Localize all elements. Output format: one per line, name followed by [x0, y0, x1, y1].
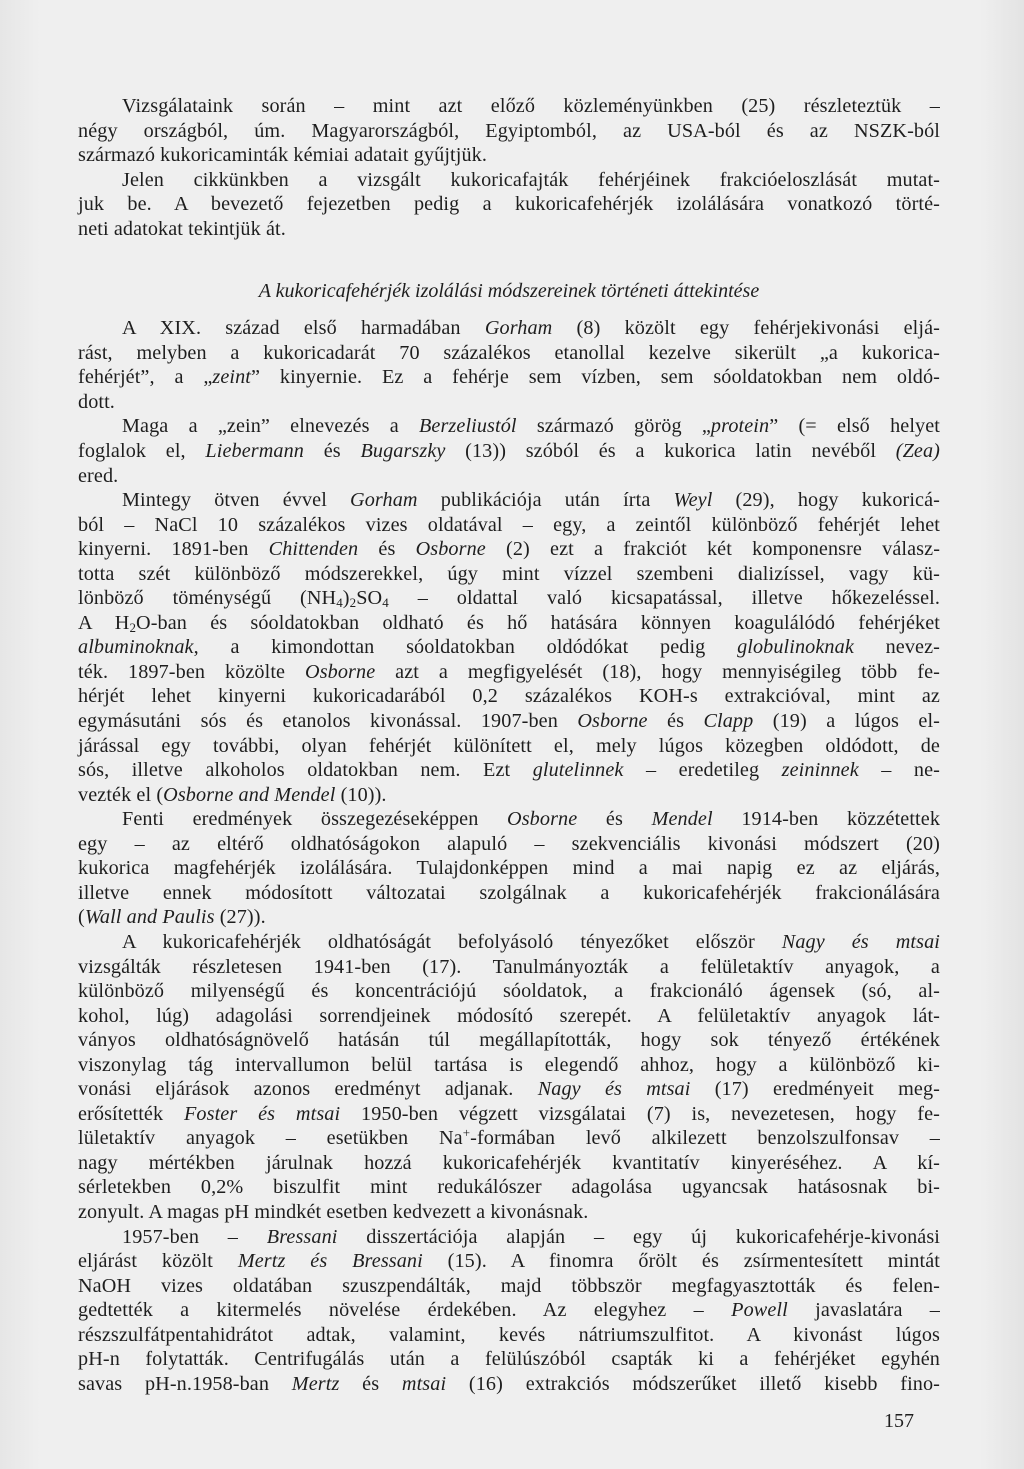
paragraph-line: ered.	[78, 464, 119, 487]
paragraph-line: gedtették a kitermelés növelése érdekében. Az elegyhez – Powell javaslatára –	[78, 1299, 940, 1322]
paragraph-line: NaOH vizes oldatában szuszpendálták, majd többször megfagyasztották és felen-	[78, 1274, 940, 1297]
intro-line-5: juk be. A bevezető fejezetben pedig a kukoricafehérjék izolálására vonatkozó törté-	[78, 193, 940, 216]
paragraph-line: különböző milyenségű és koncentrációjú sóoldatok, a frakcionáló ágensek (só, al-	[78, 980, 940, 1003]
paragraph-line: A XIX. század első harmadában Gorham (8) közölt egy fehérjekivonási eljá-	[122, 317, 940, 340]
paragraph-line: vonási eljárások azonos eredményt adjanak. Nagy és mtsai (17) eredményeit meg-	[78, 1078, 940, 1101]
paragraph-line: dott.	[78, 390, 115, 413]
paragraph-line: Mintegy ötven évvel Gorham publikációja után írta Weyl (29), hogy kukoricá-	[122, 489, 940, 512]
paragraph-line: részszulfátpentahidrátot adtak, valamint, kevés nátriumszulfitot. A kivonást lúgos	[78, 1323, 940, 1346]
paragraph-line: egy – az eltérő oldhatóságokon alapuló – szekvenciális kivonási módszert (20)	[78, 832, 940, 855]
section-heading: A kukoricafehérjék izolálási módszereinek történeti áttekintése	[258, 280, 760, 303]
paragraph-line: sós, illetve alkoholos oldatokban nem. Ezt glutelinnek – eredetileg zeininnek – ne-	[78, 759, 940, 782]
paragraph-line: ból – NaCl 10 százalékos vizes oldatával – egy, a zeintől különböző fehérjét lehet	[78, 513, 940, 536]
paragraph-line: kinyerni. 1891-ben Chittenden és Osborne (2) ezt a frakciót két komponensre válasz-	[78, 538, 941, 561]
paragraph-line: viszonylag tág intervallumon belül tartása is elegendő ahhoz, hogy a különböző ki-	[78, 1053, 940, 1076]
paragraph-line: vezték el (Osborne and Mendel (10)).	[78, 783, 387, 806]
paragraph-line: kohol, lúg) adagolási sorrendjeinek módosító szerepét. A felületaktív anyagok lát-	[78, 1004, 940, 1027]
paragraph-line: A kukoricafehérjék oldhatóságát befolyásoló tényezőket először Nagy és mtsai	[122, 930, 940, 953]
paragraph-line: ték. 1897-ben közölte Osborne azt a megfigyelését (18), hogy mennyiségileg több fe-	[78, 660, 941, 683]
intro-line-1: Vizsgálataink során – mint azt előző közleményünkben (25) részleteztük –	[122, 95, 940, 117]
paragraph-line: pH-n folytatták. Centrifugálás után a felülúszóból csapták ki a fehérjéket egyhén	[78, 1348, 940, 1371]
paragraph-line: ványos oldhatóságnövelő hatásán túl megállapították, hogy sok tényező értékének	[78, 1029, 940, 1052]
paragraph-line: lönböző töménységű $(NH_4)_2SO_4$ – oldattal való kicsapatással, illetve hőkezeléssel.	[78, 587, 940, 611]
intro-line-2: négy országból, úm. Magyarországból, Egyiptomból, az USA-ból és az NSZK-ból	[78, 119, 940, 142]
paragraph-line: nagy mértékben járulnak hozzá kukoricafehérjék kvantitatív kinyeréséhez. A kí-	[78, 1151, 940, 1174]
paragraph-line: zonyult. A magas pH mindkét esetben kedvezett a kivonásnak.	[78, 1200, 589, 1223]
paragraph-line: egymásutáni sós és etanolos kivonással. 1907-ben Osborne és Clapp (19) a lúgos el-	[78, 710, 940, 733]
paragraph-line: lületaktív anyagok – esetükben Na+-formában levő alkilezett benzolszulfonsav –	[78, 1125, 940, 1150]
text-column	[78, 94, 940, 1396]
paragraph-line: fehérjét”, a „zeint” kinyernie. Ez a fehérje sem vízben, sem sóoldatokban nem oldó-	[78, 366, 940, 389]
paragraph-line: járással egy további, olyan fehérjét különített el, mely lúgos közegben oldódott, de	[78, 734, 940, 757]
paragraph-line: (Wall and Paulis (27)).	[78, 906, 266, 929]
intro-line-6: neti adatokat tekintjük át.	[78, 217, 286, 240]
paragraph-line: erősítették Foster és mtsai 1950-ben végzett vizsgálatai (7) is, nevezetesen, hogy fe-	[78, 1102, 940, 1125]
intro-line-3: származó kukoricaminták kémiai adatait gyűjtjük.	[78, 144, 487, 167]
paragraph-line: sérletekben 0,2% biszulfit mint redukálószer adagolása ugyancsak hatásosnak bi-	[78, 1176, 940, 1199]
paragraph-line: totta szét különböző módszerekkel, úgy mint vízzel szembeni dializíssel, vagy kü-	[78, 562, 940, 585]
paragraph-line: hérjét lehet kinyerni kukoricadarából 0,2 százalékos KOH-s extrakcióval, mint az	[78, 685, 940, 708]
paragraph-line: Fenti eredmények összegezéseképpen Osborne és Mendel 1914-ben közzétettek	[122, 808, 941, 831]
paragraph-line: kukorica magfehérjék izolálására. Tulajdonképpen mind a mai napig ez az eljárás,	[78, 857, 940, 880]
paragraph-line: A $H_2O$-ban és sóoldatokban oldható és hő hatására könnyen koagulálódó fehérjéket	[78, 611, 940, 635]
page-number: 157	[884, 1410, 914, 1432]
paragraph-line: vizsgálták részletesen 1941-ben (17). Tanulmányozták a felületaktív anyagok, a	[78, 955, 940, 978]
paragraph-line: foglalok el, Liebermann és Bugarszky (13)) szóból és a kukorica latin nevéből (Zea)	[78, 440, 941, 463]
paragraph-line: albuminoknak, a kimondottan sóoldatokban oldódókat pedig globulinoknak nevez-	[78, 636, 940, 659]
intro-line-4: Jelen cikkünkben a vizsgált kukoricafajták fehérjéinek frakcióeloszlását mutat-	[122, 168, 940, 191]
paragraph-line: savas pH-n.1958-ban Mertz és mtsai (16) extrakciós módszerűket illető kisebb fino-	[78, 1372, 940, 1395]
paragraph-line: illetve ennek módosított változatai szolgálnak a kukoricafehérjék frakcionálására	[78, 881, 940, 904]
paragraph-line: Maga a „zein” elnevezés a Berzeliustól származó görög „protein” (= első helyet	[122, 415, 940, 438]
paragraph-line: rást, melyben a kukoricadarát 70 százalékos etanollal kezelve sikerült „a kukorica-	[78, 341, 940, 364]
paragraph-line: eljárást közölt Mertz és Bressani (15). A finomra őrölt és zsírmentesített mintát	[78, 1250, 940, 1273]
paragraph-line: 1957-ben – Bressani disszertációja alapján – egy új kukoricafehérje-kivonási	[122, 1225, 940, 1248]
